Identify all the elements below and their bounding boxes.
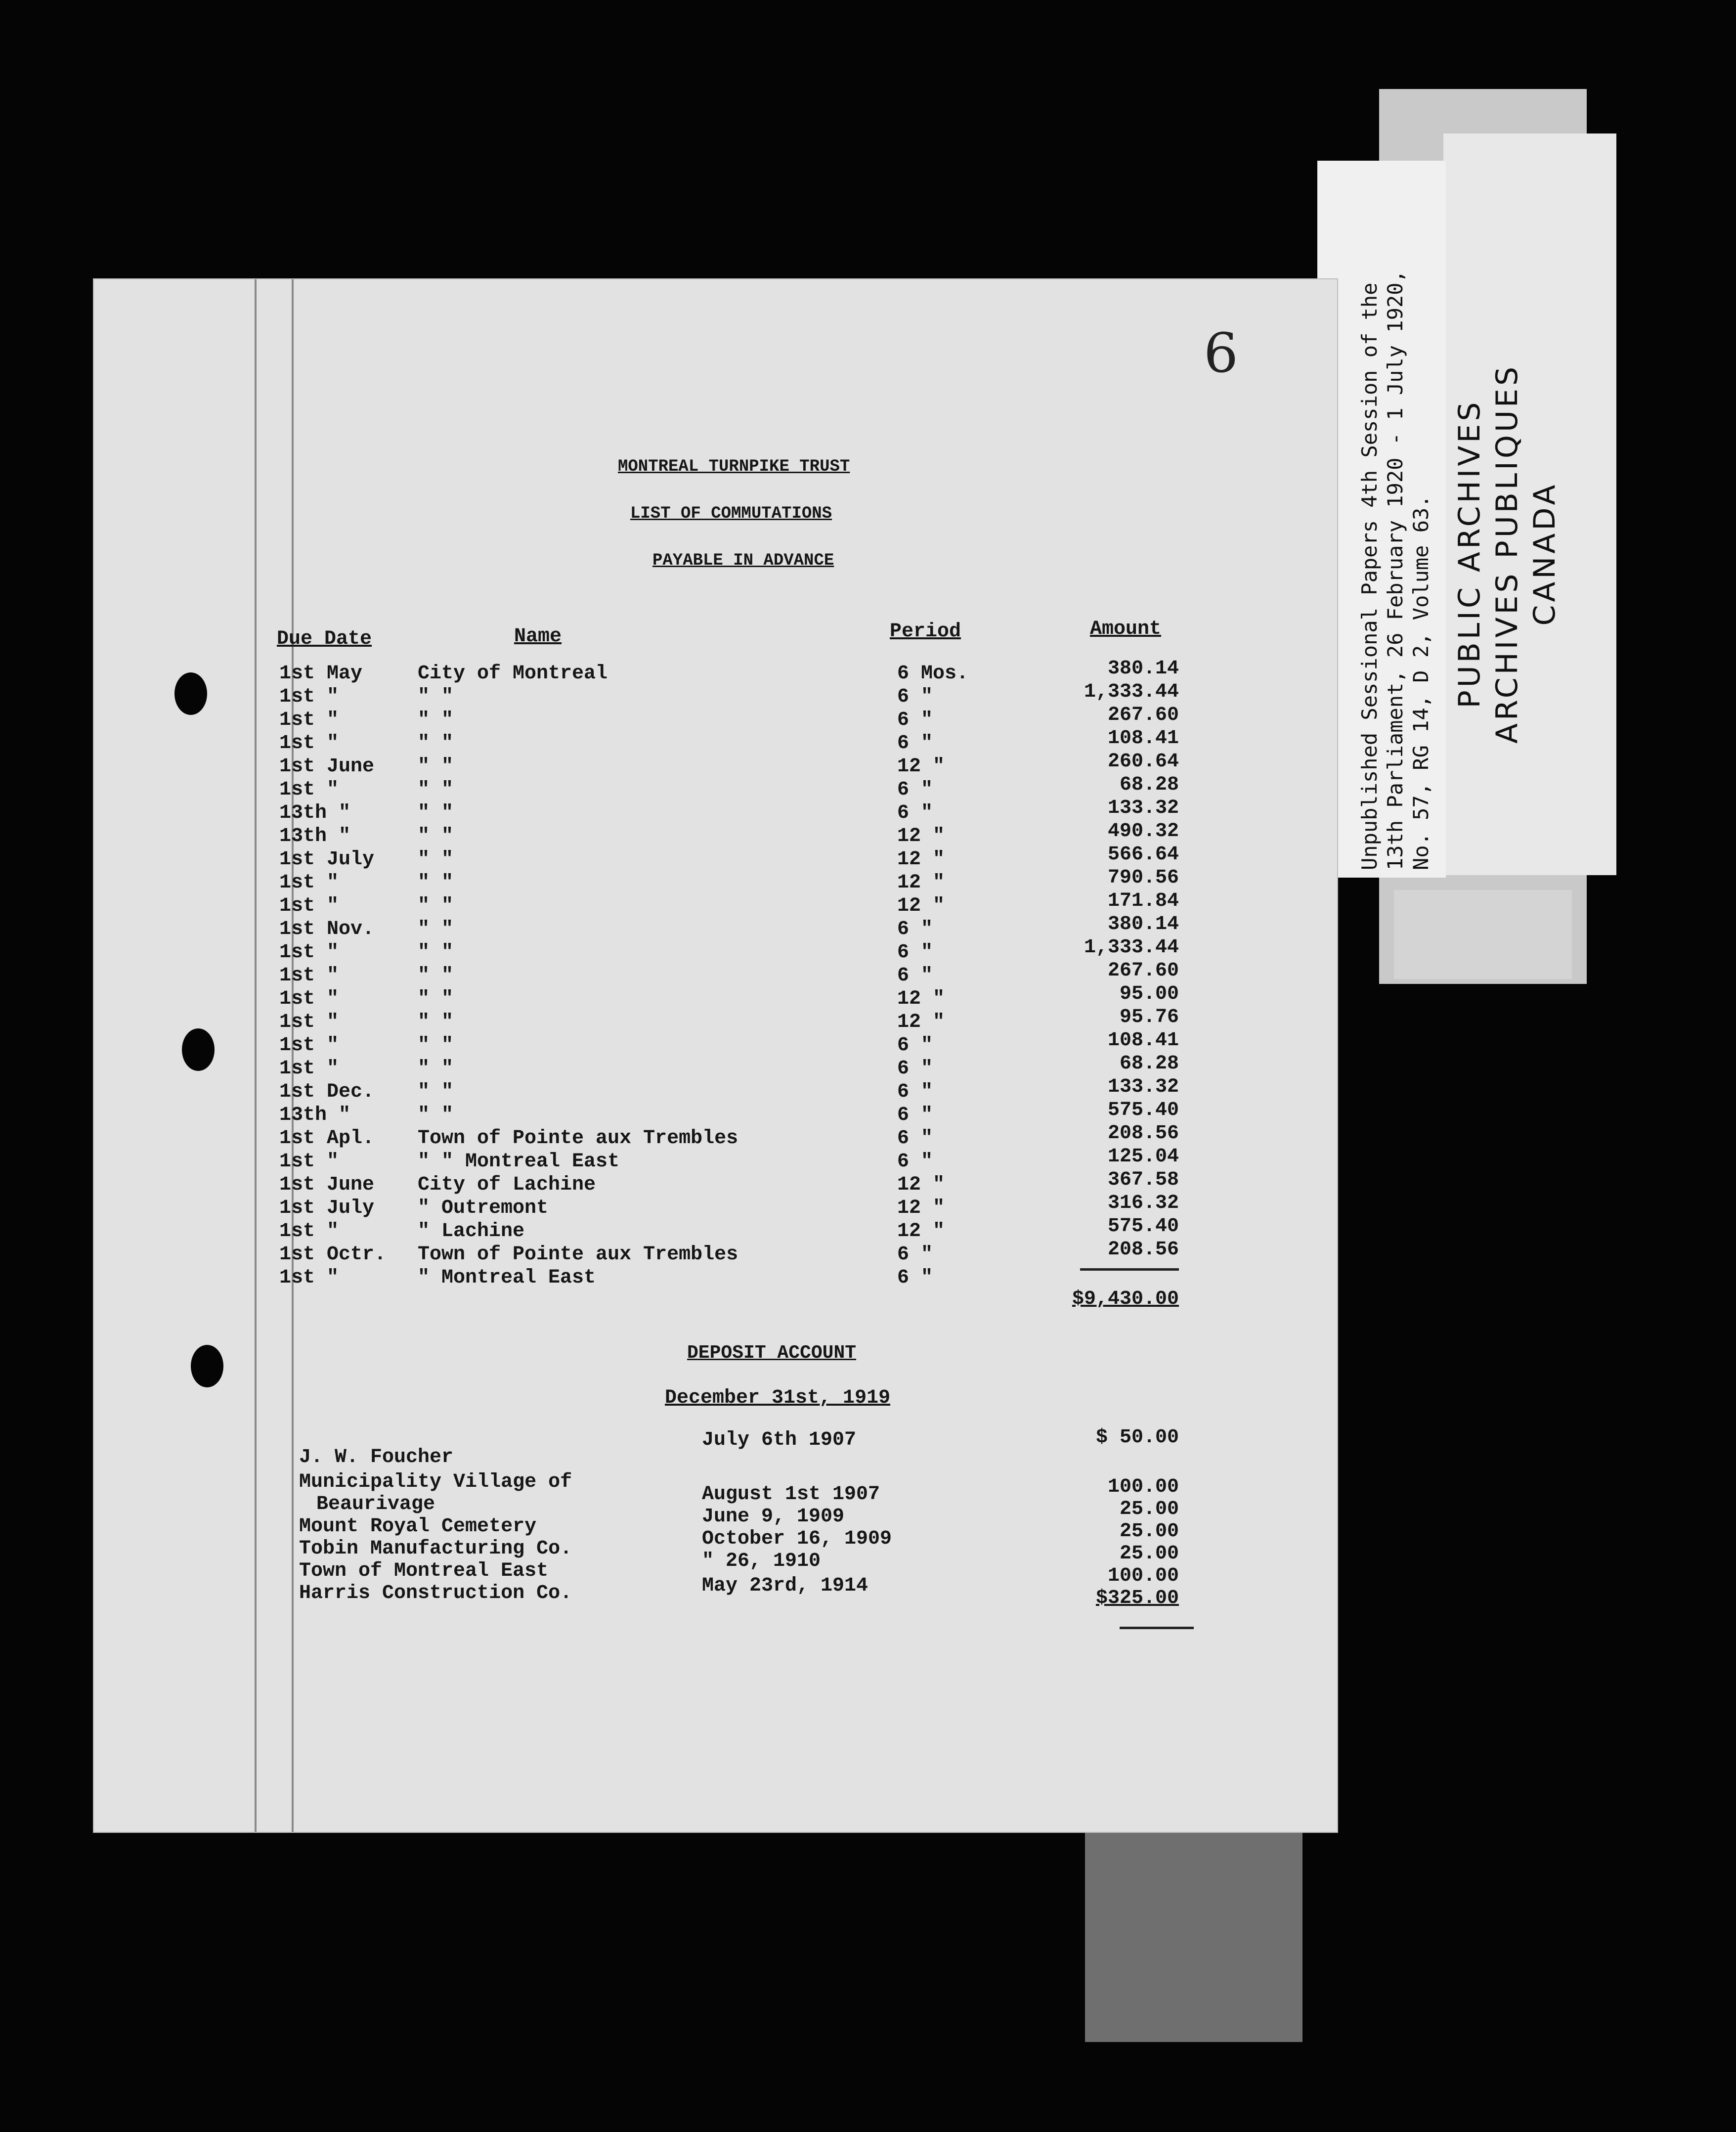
deposit-name: Mount Royal Cemetery — [299, 1515, 537, 1538]
row-due-date: 1st " — [279, 988, 339, 1010]
row-name: " Montreal East — [418, 1267, 596, 1289]
col-amount: Amount — [1090, 618, 1162, 640]
deposit-date-title: December 31st, 1919 — [665, 1387, 891, 1409]
row-name: " " — [418, 1058, 454, 1080]
row-name: " " — [418, 686, 454, 708]
archive-stamp-line-1: PUBLIC ARCHIVES — [1452, 399, 1487, 709]
deposit-date: October 16, 1909 — [702, 1528, 892, 1550]
row-period: 6 " — [897, 1058, 933, 1080]
row-amount: 133.32 — [1107, 1076, 1179, 1098]
deposit-date: " 26, 1910 — [702, 1550, 821, 1572]
row-amount: 95.00 — [1119, 983, 1179, 1005]
row-name: " " — [418, 779, 454, 801]
deposit-amount: 25.00 — [1119, 1543, 1179, 1565]
row-amount: 380.14 — [1107, 658, 1179, 680]
row-period: 6 " — [897, 802, 933, 824]
row-period: 12 " — [897, 895, 945, 917]
row-period: 6 " — [897, 1267, 933, 1289]
row-period: 12 " — [897, 1174, 945, 1196]
row-due-date: 1st Octr. — [279, 1244, 387, 1266]
row-amount: 133.32 — [1107, 797, 1179, 819]
row-name: City of Montreal — [418, 663, 608, 685]
row-due-date: 1st " — [279, 1058, 339, 1080]
row-amount: 1,333.44 — [1084, 936, 1179, 959]
deposit-total-rule — [1120, 1627, 1194, 1629]
row-due-date: 1st " — [279, 732, 339, 755]
row-period: 12 " — [897, 825, 945, 847]
archive-stamp-line-2: ARCHIVES PUBLIQUES — [1490, 363, 1524, 744]
punch-hole — [174, 672, 207, 715]
row-amount: 490.32 — [1107, 820, 1179, 843]
row-amount: 68.28 — [1119, 774, 1179, 796]
deposit-date: August 1st 1907 — [702, 1483, 880, 1506]
row-amount: 68.28 — [1119, 1053, 1179, 1075]
row-period: 6 " — [897, 686, 933, 708]
row-due-date: 1st July — [279, 848, 375, 871]
row-period: 12 " — [897, 988, 945, 1010]
row-period: 6 " — [897, 709, 933, 731]
row-name: " " — [418, 941, 454, 964]
deposit-date: July 6th 1907 — [702, 1429, 857, 1451]
row-name: " " Montreal East — [418, 1151, 620, 1173]
row-name: " " — [418, 732, 454, 755]
row-name: " " — [418, 988, 454, 1010]
deposit-date: June 9, 1909 — [702, 1506, 845, 1528]
row-period: 6 " — [897, 941, 933, 964]
deposit-title: DEPOSIT ACCOUNT — [687, 1342, 857, 1364]
document-sheet — [94, 279, 1337, 1832]
col-period: Period — [890, 621, 961, 643]
row-due-date: 1st " — [279, 1034, 339, 1057]
row-due-date: 1st " — [279, 779, 339, 801]
row-name: " " — [418, 872, 454, 894]
row-due-date: 1st Apl. — [279, 1127, 375, 1150]
row-due-date: 1st " — [279, 1011, 339, 1033]
row-name: City of Lachine — [418, 1174, 596, 1196]
list-subtitle: PAYABLE IN ADVANCE — [652, 551, 834, 570]
row-name: " " — [418, 825, 454, 847]
deposit-name: Beaurivage — [316, 1493, 435, 1515]
deposit-amount: 100.00 — [1107, 1476, 1179, 1498]
deposit-name: Tobin Manufacturing Co. — [299, 1538, 572, 1560]
row-period: 6 " — [897, 732, 933, 755]
row-period: 6 " — [897, 1034, 933, 1057]
paper-tab — [1085, 1820, 1302, 2042]
row-name: " " — [418, 1081, 454, 1103]
row-due-date: 1st " — [279, 686, 339, 708]
row-name: " " — [418, 755, 454, 778]
row-due-date: 1st June — [279, 1174, 375, 1196]
row-name: Town of Pointe aux Trembles — [418, 1244, 738, 1266]
row-amount: 171.84 — [1107, 890, 1179, 912]
row-period: 6 " — [897, 1081, 933, 1103]
row-period: 12 " — [897, 1197, 945, 1219]
row-period: 12 " — [897, 1220, 945, 1243]
row-period: 6 " — [897, 1127, 933, 1150]
row-name: " " — [418, 918, 454, 940]
row-due-date: 13th " — [279, 802, 351, 824]
row-amount: 316.32 — [1107, 1192, 1179, 1214]
row-due-date: 1st " — [279, 941, 339, 964]
archive-citation — [1357, 270, 1434, 870]
row-period: 6 " — [897, 779, 933, 801]
row-period: 6 " — [897, 1151, 933, 1173]
row-amount: 108.41 — [1107, 1029, 1179, 1052]
row-name: " " — [418, 1034, 454, 1057]
deposit-name: Municipality Village of — [299, 1471, 572, 1493]
row-amount: 267.60 — [1107, 704, 1179, 726]
row-name: " " — [418, 895, 454, 917]
row-period: 12 " — [897, 872, 945, 894]
row-due-date: 1st " — [279, 895, 339, 917]
row-amount: 267.60 — [1107, 960, 1179, 982]
archive-citation-line-3: No. 57, RG 14, D 2, Volume 63. — [1409, 495, 1433, 870]
punch-hole — [182, 1028, 215, 1071]
row-amount: 208.56 — [1107, 1239, 1179, 1261]
archive-citation-line-1: Unpublished Sessional Papers 4th Session of the — [1357, 282, 1382, 870]
row-name: " " — [418, 965, 454, 987]
archive-stamp — [1451, 336, 1563, 771]
margin-line — [255, 279, 257, 1832]
row-due-date: 13th " — [279, 1104, 351, 1126]
row-due-date: 1st Dec. — [279, 1081, 375, 1103]
row-name: " Outremont — [418, 1197, 549, 1219]
deposit-total: $325.00 — [1095, 1587, 1179, 1609]
commutations-total: $9,430.00 — [1072, 1288, 1179, 1310]
row-due-date: 13th " — [279, 825, 351, 847]
row-due-date: 1st " — [279, 1267, 339, 1289]
row-period: 6 " — [897, 1244, 933, 1266]
deposit-name: Harris Construction Co. — [299, 1582, 572, 1604]
punch-hole — [191, 1345, 223, 1387]
row-due-date: 1st Nov. — [279, 918, 375, 940]
row-amount: 575.40 — [1107, 1215, 1179, 1238]
page-number: 6 — [1204, 321, 1238, 385]
row-name: " " — [418, 848, 454, 871]
row-amount: 566.64 — [1107, 844, 1179, 866]
row-due-date: 1st June — [279, 755, 375, 778]
deposit-amount: 25.00 — [1119, 1520, 1179, 1543]
row-period: 6 " — [897, 1104, 933, 1126]
row-period: 6 " — [897, 965, 933, 987]
col-name: Name — [514, 625, 562, 648]
deposit-date: May 23rd, 1914 — [702, 1575, 868, 1597]
row-name: " " — [418, 802, 454, 824]
row-amount: 380.14 — [1107, 913, 1179, 935]
row-amount: 790.56 — [1107, 867, 1179, 889]
row-amount: 1,333.44 — [1084, 681, 1179, 703]
row-period: 12 " — [897, 755, 945, 778]
archive-stamp-line-3: CANADA — [1527, 482, 1562, 626]
row-period: 12 " — [897, 848, 945, 871]
row-due-date: 1st July — [279, 1197, 375, 1219]
row-due-date: 1st " — [279, 1151, 339, 1173]
total-rule — [1080, 1268, 1179, 1271]
row-amount: 367.58 — [1107, 1169, 1179, 1191]
row-period: 12 " — [897, 1011, 945, 1033]
row-due-date: 1st " — [279, 1220, 339, 1243]
row-amount: 125.04 — [1107, 1146, 1179, 1168]
list-title: LIST OF COMMUTATIONS — [630, 504, 832, 523]
row-name: " " — [418, 1104, 454, 1126]
row-name: " " — [418, 1011, 454, 1033]
archive-label-stub — [1394, 890, 1572, 979]
row-due-date: 1st " — [279, 965, 339, 987]
row-due-date: 1st " — [279, 709, 339, 731]
org-title: MONTREAL TURNPIKE TRUST — [618, 457, 850, 476]
archive-citation-line-2: 13th Parliament, 26 February 1920 - 1 July 1920, — [1383, 270, 1407, 870]
row-amount: 108.41 — [1107, 727, 1179, 750]
row-period: 6 " — [897, 918, 933, 940]
row-name: Town of Pointe aux Trembles — [418, 1127, 738, 1150]
row-amount: 95.76 — [1119, 1006, 1179, 1028]
row-period: 6 Mos. — [897, 663, 969, 685]
row-amount: 575.40 — [1107, 1099, 1179, 1121]
deposit-name: Town of Montreal East — [299, 1560, 549, 1582]
row-due-date: 1st May — [279, 663, 363, 685]
row-amount: 260.64 — [1107, 751, 1179, 773]
col-due-date: Due Date — [277, 628, 372, 650]
deposit-amount: $ 50.00 — [1095, 1426, 1179, 1449]
deposit-name: J. W. Foucher — [299, 1446, 454, 1468]
row-due-date: 1st " — [279, 872, 339, 894]
deposit-amount: 100.00 — [1107, 1565, 1179, 1587]
row-name: " " — [418, 709, 454, 731]
row-name: " Lachine — [418, 1220, 525, 1243]
deposit-amount: 25.00 — [1119, 1498, 1179, 1520]
row-amount: 208.56 — [1107, 1122, 1179, 1145]
